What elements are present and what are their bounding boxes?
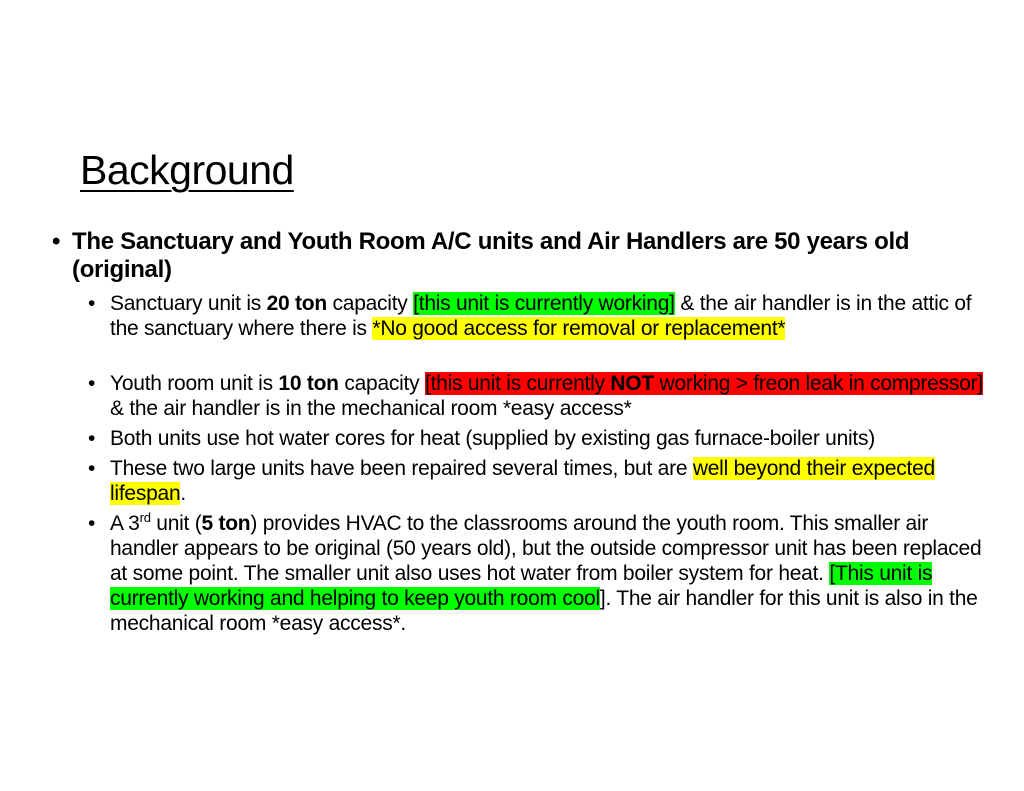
bullet-icon: • xyxy=(52,228,61,255)
sub-bullet-text: Sanctuary unit is 20 ton capacity [this unit is currently working] & the air handler is in the attic of the sanctuary where there is *No good access for removal or replacement* xyxy=(110,292,972,340)
highlight-yellow: well beyond their expected lifespan xyxy=(110,457,935,505)
highlight-green: [this unit is currently working] xyxy=(413,292,675,315)
sub-bullet-text: These two large units have been repaired several times, but are well beyond their expected lifespan. xyxy=(110,457,935,505)
sub-bullet-text: Both units use hot water cores for heat (supplied by existing gas furnace-boiler units) xyxy=(110,427,876,450)
highlight-green: [This unit is currently working and helping to keep youth room cool xyxy=(110,562,933,610)
bullet-icon: • xyxy=(88,292,96,315)
sub-bullet-text: Youth room unit is 10 ton capacity [this unit is currently NOT working > freon leak in compressor] & the air handler is in the mechanical room *easy access* xyxy=(110,372,983,420)
bullet-icon: • xyxy=(88,512,96,535)
highlight-yellow: *No good access for removal or replacement* xyxy=(372,317,786,340)
bullet-icon: • xyxy=(88,457,96,480)
bullet-icon: • xyxy=(88,427,96,450)
slide-title: Background xyxy=(80,147,294,193)
main-bullet-text: The Sanctuary and Youth Room A/C units and Air Handlers are 50 years old (original) xyxy=(72,228,910,283)
bullet-icon: • xyxy=(88,372,96,395)
highlight-red: [this unit is currently NOT working > freon leak in compressor] xyxy=(424,372,983,395)
sub-bullet-text: A 3rd unit (5 ton) provides HVAC to the classrooms around the youth room. This smaller air handler appears to be original (50 years old), but the outside compressor unit has been replaced at some point. The smaller unit also uses hot water from boiler system for heat. [This unit is currently working and helping to keep youth room cool]. The air handler for this unit is also in the mechanical room *easy access*. xyxy=(110,510,982,635)
